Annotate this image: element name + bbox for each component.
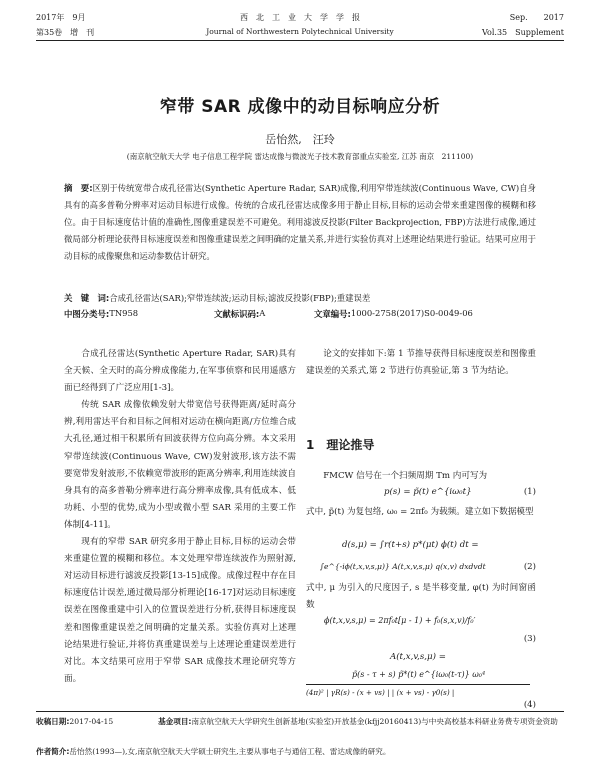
footnote-received bbox=[36, 716, 564, 727]
received-value: 2017-04-15 bbox=[69, 717, 114, 726]
equation-3-number: (3) bbox=[523, 634, 536, 644]
equation-1-number: (1) bbox=[523, 487, 536, 497]
body-paragraph: 传统 SAR 成像依赖发射大带宽信号获得距离/延时高分辨,利用雷达平台和目标之间相对运动在横向距离/方位维合成大孔径,通过相干积累所有回波获得方位向高分辨。本文采用窄带连续波(Continuous Wave, CW)发射波形,该方法不需要宽带发射波形,不依赖宽带波形的距离分辨率,利用连续波自身具有的高多普勒分辨率进行高分辨率成像,具有低成本、低功耗、小型的优势,成为小型或微小型 SAR 采用的主要工作体制[4-11]。 bbox=[64, 400, 296, 530]
bio-value: 岳怡然(1993—),女,南京航空航天大学硕士研究生,主要从事电子与通信工程、雷达成像的研究。 bbox=[69, 747, 391, 756]
footnote-rule bbox=[36, 711, 564, 712]
body-paragraph: 式中, p̃(t) 为复包络, ω₀ = 2πf₀ 为载频。建立如下数据模型 bbox=[306, 507, 534, 517]
paper-authors: 岳怡然, 汪玲 bbox=[265, 133, 335, 146]
equation-4-numerator: p̃(s - τ + s) p̃*(t) e^{iω₀(t-τ)} ω₀⁴ bbox=[352, 670, 486, 679]
header-journal-cn: 西 北 工 业 大 学 学 报 bbox=[240, 13, 360, 22]
fraction-bar bbox=[306, 684, 530, 685]
equation-2-line2: ∫e^{-iϕ(t,x,v,s,μ)} A(t,x,v,s,μ) q(x,v) dxdvdt bbox=[320, 562, 486, 571]
abstract-text: 区别于传统宽带合成孔径雷达(Synthetic Aperture Radar, SAR)成像,利用窄带连续波(Continuous Wave, CW)自身具有的高多普勒分辨率对运动目标进行成像。传统的合成孔径雷达成像多用于静止目标,目标的运动会带来重建图像的模糊和移位。由于目标速度估计值的准确性,图像重建误差不可避免。利用滤波反投影(Filter Backprojection, FBP)方法进行成像,通过微局部分析理论获得目标速度误差和图像重建误差之间明确的定量关系,并进行实验仿真对上述理论结果进行验证。结果可应用于动目标的成像聚焦和运动参数估计研究。 bbox=[64, 183, 536, 261]
header-rule bbox=[36, 40, 564, 41]
paper-outline: 论文的安排如下:第 1 节推导获得目标速度误差和图像重建误差的关系式,第 2 节进行仿真验证,第 3 节为结论。 bbox=[306, 349, 536, 376]
article-no-label: 文章编号: bbox=[314, 309, 351, 319]
keywords-label: 关 键 词: bbox=[64, 293, 110, 303]
clc-label: 中图分类号: bbox=[64, 309, 110, 319]
body-paragraph: 现有的窄带 SAR 研究多用于静止目标,目标的运动会带来重建位置的模糊和移位。本文处理窄带连续波作为照射源,对运动目标进行滤波反投影[13-15]成像。成像过程中存在目标速度估计误差,通过微局部分析理论[16-17]对运动目标速度误差在图像重建中引入的位置误差进行分析,获得目标速度误差和图像重建误差之间明确的定量关系。实验仿真对上述理论结果进行验证,并将仿真重建误差与上述理论重建误差进行对比。本文结果可应用于窄带 SAR 成像技术理论研究等方面。 bbox=[64, 537, 296, 684]
footnote-author-bio bbox=[36, 746, 564, 757]
keywords-text: 合成孔径雷达(SAR);窄带连续波;运动目标;滤波反投影(FBP);重建误差 bbox=[109, 293, 371, 303]
equation-1-body: p(s) = p̃(t) e^{iω₀t} bbox=[384, 487, 472, 497]
header-volume-en: Vol.35 Supplement bbox=[482, 28, 564, 37]
doc-code-value: A bbox=[259, 308, 266, 318]
equation-2-line1: d(s,μ) = ∫r(t+s) p*(μt) ϕ(t) dt = bbox=[342, 540, 479, 550]
fund-label: 基金项目: bbox=[158, 717, 192, 726]
equation-4-line1: A(t,x,v,s,μ) = bbox=[390, 652, 446, 662]
fund-value: 南京航空航天大学研究生创新基地(实验室)开放基金(kfjj20160413)与中央高校基本科研业务费专项资金资助 bbox=[191, 717, 558, 726]
abstract-label: 摘 要: bbox=[64, 183, 93, 193]
body-paragraph: 合成孔径雷达(Synthetic Aperture Radar, SAR)具有全天候、全天时的高分辨成像能力,在军事侦察和民用遥感方面已经得到了广泛应用[1-3]。 bbox=[64, 349, 296, 394]
equation-3-body: ϕ(t,x,v,s,μ) = 2πf₀t[μ - 1) + f₀(s,x,v)/f₀′ bbox=[324, 616, 476, 625]
clc-value: TN958 bbox=[109, 308, 139, 318]
header-date-en: Sep. 2017 bbox=[509, 13, 564, 22]
keywords bbox=[64, 292, 536, 305]
equation-4-number: (4) bbox=[523, 700, 536, 710]
bio-label: 作者简介: bbox=[36, 747, 70, 756]
paper-title: 窄带 SAR 成像中的动目标响应分析 bbox=[159, 97, 441, 117]
header-date: 2017年 9月 bbox=[36, 13, 86, 22]
header-journal-en: Journal of Northwestern Polytechnical University bbox=[206, 27, 394, 36]
equation-4-denominator: (4π)² | γR(s) - (x + vs) | | (x + vs) - γ0(s) | bbox=[306, 688, 455, 697]
paper-affiliation: (南京航空航天大学 电子信息工程学院 雷达成像与微波光子技术教育部重点实验室, 江苏 南京 211100) bbox=[126, 152, 474, 161]
header-volume: 第35卷 增 刊 bbox=[36, 28, 95, 37]
received-label: 收稿日期: bbox=[36, 717, 70, 726]
body-paragraph: FMCW 信号在一个扫频周期 Tm 内可写为 bbox=[323, 471, 488, 481]
article-no-value: 1000-2758(2017)S0-0049-06 bbox=[350, 308, 473, 318]
body-paragraph: 式中, μ 为引入的尺度因子, s 是半移变量, φ(t) 为时间窗函数 bbox=[306, 583, 536, 610]
section-heading: 1 理论推导 bbox=[306, 438, 375, 452]
abstract bbox=[64, 180, 536, 265]
equation-2-number: (2) bbox=[523, 562, 536, 572]
doc-code-label: 文献标识码: bbox=[214, 309, 260, 319]
body-left-column bbox=[64, 346, 296, 688]
